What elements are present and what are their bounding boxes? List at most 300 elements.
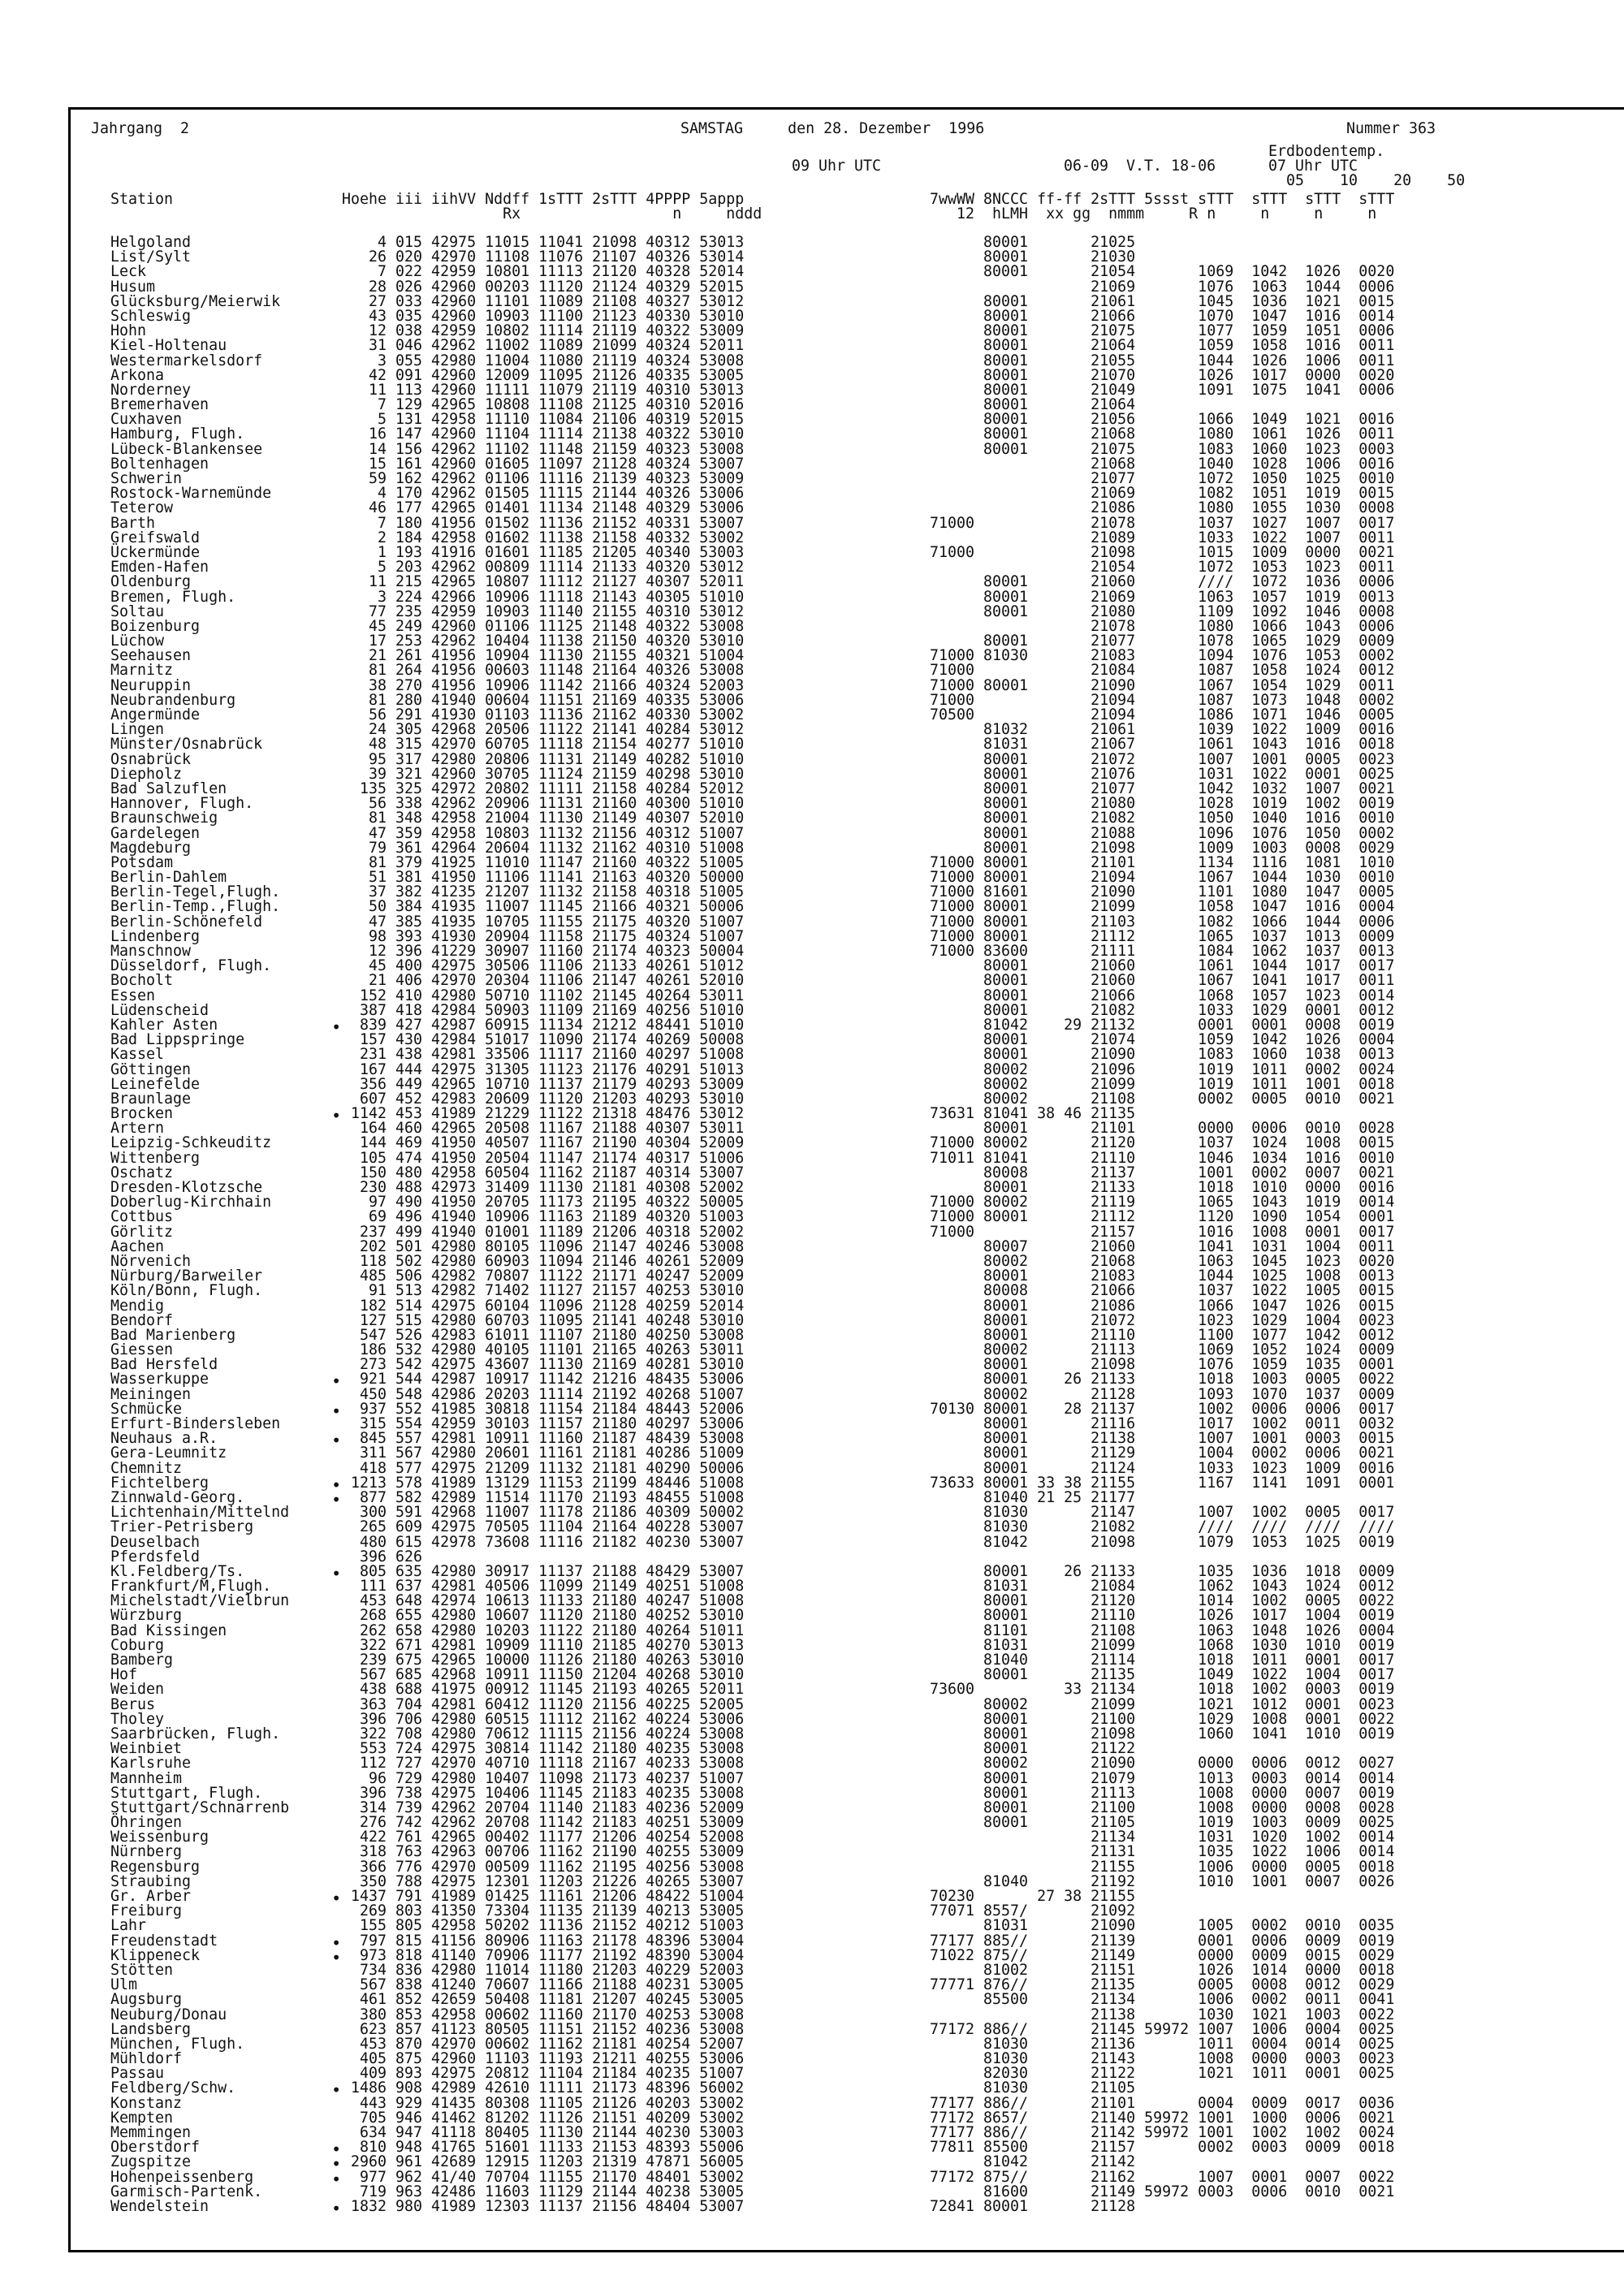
station-label: Zugspitze (110, 2153, 192, 2171)
station-label: Emden-Hafen (110, 559, 209, 576)
synop-groups: 438 688 41975 00912 11145 21193 40265 52011 (342, 1681, 745, 1699)
station-header: Station (110, 191, 174, 208)
synop-groups: 7 180 41956 01502 11136 21152 40331 53007 (342, 514, 745, 532)
extra-groups: 80002 21099 1019 1011 1001 0018 (930, 1075, 1395, 1093)
extra-groups: 80001 21075 1083 1060 1023 0003 (930, 440, 1395, 458)
synop-groups: 237 499 41940 01001 11189 21206 40318 52002 (342, 1223, 745, 1241)
station-label: Ulm (110, 1976, 138, 1994)
extra-groups: 21078 1080 1066 1043 0006 (930, 617, 1395, 635)
station-label: Angermünde (110, 706, 201, 723)
synop-groups: 16 147 42960 11104 11114 21138 40322 53010 (342, 425, 745, 443)
station-label: Leck (110, 263, 147, 281)
synop-groups: 315 554 42959 30103 11157 21180 40297 53006 (342, 1415, 745, 1432)
synop-groups: 21 261 41956 10904 11130 21155 40321 51004 (342, 647, 745, 665)
synop-groups: 31 046 42962 11002 11089 21099 40324 52011 (342, 337, 745, 355)
synop-groups: 734 836 42980 11014 11180 21203 40229 52003 (342, 1961, 745, 1979)
extra-groups: 81040 21114 1018 1011 0001 0017 (930, 1652, 1395, 1669)
synop-groups: 45 249 42960 01106 11125 21148 40322 53008 (342, 617, 745, 635)
extra-groups: 71000 80001 21112 1065 1037 1013 0009 (930, 927, 1395, 945)
extra-groups: 77172 875// 21162 1007 0001 0007 0022 (930, 2168, 1395, 2186)
extra-groups: 82030 21122 1021 1011 0001 0025 (930, 2065, 1395, 2083)
extra-groups: 77172 886// 21145 59972 1007 1006 0004 0025 (930, 2020, 1395, 2038)
synop-groups: 48 315 42970 60705 11118 21154 40277 51010 (342, 736, 745, 754)
station-label: Schmücke (110, 1400, 183, 1418)
extra-groups: 71000 80001 21112 1120 1090 1054 0001 (930, 1208, 1395, 1226)
station-name (110, 1963, 346, 1978)
extra-groups: 71000 81601 21090 1101 1080 1047 0005 (930, 883, 1395, 901)
code-header-b: 7wwWW 8NCCC ff-ff 2sTTT 5ssst sTTT sTTT sTTT sTTT (930, 191, 1395, 208)
extra-groups: 21068 1040 1028 1006 0016 (930, 455, 1395, 473)
extra-groups: 80001 21070 1026 1017 0000 0020 (930, 366, 1395, 384)
mountain-station-marker: • (331, 1947, 341, 1967)
extra-groups: 80001 26 21133 1035 1036 1018 0009 (930, 1562, 1395, 1580)
station-label: Diepholz (110, 765, 183, 783)
synop-groups: 81 379 41925 11010 11147 21160 40322 51005 (342, 853, 745, 871)
station-label: Mühldorf (110, 2050, 183, 2068)
station-label: Saarbrücken, Flugh. (110, 1725, 281, 1742)
extra-groups: 80001 21129 1004 0002 0006 0021 (930, 1444, 1395, 1462)
station-label: Nürnberg (110, 1843, 183, 1861)
extra-groups: 81040 21192 1010 1001 0007 0026 (930, 1872, 1395, 1890)
station-label: Bremen, Flugh. (110, 588, 236, 606)
station-label: Bad Salzuflen (110, 779, 227, 797)
extra-groups: 80001 21049 1091 1075 1041 0006 (930, 381, 1395, 399)
extra-groups: 71000 83600 21111 1084 1062 1037 0013 (930, 943, 1395, 960)
station-label: Glücksburg/Meierwik (110, 292, 281, 310)
synop-groups: 300 591 42968 11007 11178 21186 40309 50002 (342, 1504, 745, 1522)
code-subheader-b: 12 hLMH xx gg nmmm R n n n n (930, 205, 1377, 222)
synop-groups: 69 496 41940 10906 11163 21189 40320 51003 (342, 1208, 745, 1226)
extra-groups: 80001 21088 1096 1076 1050 0002 (930, 824, 1395, 842)
station-label: Coburg (110, 1636, 165, 1654)
extra-groups: 80001 21060 //// 1072 1036 0006 (930, 573, 1395, 591)
extra-groups: 80001 21055 1044 1026 1006 0011 (930, 352, 1395, 369)
extra-groups: 77071 8557/ 21092 (930, 1902, 1136, 1920)
station-label: München, Flugh. (110, 2035, 245, 2053)
synop-groups: 405 875 42960 11103 11193 21211 40255 53006 (342, 2050, 745, 2068)
mountain-station-marker: • (331, 2169, 341, 2189)
synop-groups: 1437 791 41989 01425 11161 21206 48422 51004 (342, 1888, 745, 1905)
station-label: Bocholt (110, 972, 174, 990)
synop-groups: 7 022 42959 10801 11113 21120 40328 52014 (342, 263, 745, 281)
station-label: Rostock-Warnemünde (110, 485, 272, 503)
synop-groups: 607 452 42983 20609 11120 21203 40293 53010 (342, 1090, 745, 1108)
station-label: Berlin-Tegel,Flugh. (110, 883, 281, 901)
station-label: Giessen (110, 1341, 174, 1359)
synop-groups: 567 838 41240 70607 11166 21188 40231 53005 (342, 1976, 745, 1994)
extra-group-column (930, 235, 1394, 2214)
synop-groups: 47 359 42958 10803 11132 21156 40312 51007 (342, 824, 745, 842)
synop-groups: 553 724 42975 30814 11142 21180 40235 53008 (342, 1740, 745, 1758)
station-label: Lindenberg (110, 927, 201, 945)
synop-groups: 839 427 42987 60915 11134 21212 48441 51010 (342, 1016, 745, 1034)
mountain-station-marker: • (331, 2154, 341, 2174)
station-label: Lüdenscheid (110, 1001, 209, 1019)
station-label: Feldberg/Schw. (110, 2079, 236, 2097)
synop-groups: 453 870 42970 00602 11162 21181 40254 52007 (342, 2035, 745, 2053)
extra-groups: 80001 21090 1083 1060 1038 0013 (930, 1046, 1395, 1064)
synop-groups: 322 671 42981 10909 11110 21185 40270 53013 (342, 1636, 745, 1654)
synop-groups: 112 727 42970 40710 11118 21167 40233 53008 (342, 1755, 745, 1773)
station-label: Bremerhaven (110, 396, 209, 414)
synop-groups: 3 224 42966 10906 11118 21143 40305 51010 (342, 588, 745, 606)
extra-groups: 80002 21128 1093 1070 1037 0009 (930, 1385, 1395, 1403)
synop-groups: 350 788 42975 12301 11203 21226 40265 53007 (342, 1872, 745, 1890)
synop-groups: 453 648 42974 10613 11133 21180 40247 51008 (342, 1592, 745, 1610)
station-label: Norderney (110, 381, 192, 399)
station-label: Köln/Bonn, Flugh. (110, 1282, 263, 1300)
extra-groups: 80001 21030 (930, 248, 1136, 266)
synop-groups: 877 582 42989 11514 11170 21193 48455 51008 (342, 1488, 745, 1506)
station-label: Braunschweig (110, 810, 218, 827)
synop-groups: 705 946 41462 81202 11126 21151 40209 53002 (342, 2109, 745, 2127)
extra-groups: 71000 80001 21103 1082 1066 1044 0006 (930, 913, 1395, 931)
station-label: Regensburg (110, 1858, 201, 1876)
station-label: Bad Hersfeld (110, 1356, 218, 1374)
extra-groups: 80001 21100 1029 1008 0001 0022 (930, 1710, 1395, 1728)
extra-groups: 73631 81041 38 46 21135 (930, 1105, 1136, 1123)
extra-groups: 80001 21066 1068 1057 1023 0014 (930, 987, 1395, 1004)
station-label: Stuttgart/Schnarrenb (110, 1799, 290, 1816)
synop-groups: 46 177 42965 01401 11134 21148 40329 53006 (342, 499, 745, 517)
station-label: Hohn (110, 322, 147, 340)
extra-groups: 21138 1030 1021 1003 0022 (930, 2006, 1395, 2023)
synop-groups: 567 685 42968 10911 11150 21204 40268 53010 (342, 1666, 745, 1684)
extra-groups: 80001 21083 1044 1025 1008 0013 (930, 1267, 1395, 1285)
station-label: Freudenstadt (110, 1932, 218, 1950)
synop-groups: 231 438 42981 33506 11117 21160 40297 51008 (342, 1046, 745, 1064)
synop-groups: 547 526 42983 61011 11107 21180 40250 53008 (342, 1326, 745, 1344)
synop-groups: 152 410 42980 50710 11102 21145 40264 53011 (342, 987, 745, 1004)
station-label: Weiden (110, 1681, 165, 1699)
extra-groups: 71000 80001 21090 1067 1054 1029 0011 (930, 676, 1395, 694)
synop-groups: 150 480 42958 60504 11162 21187 40314 53007 (342, 1164, 745, 1181)
mountain-station-marker: • (331, 1431, 341, 1451)
synop-groups: 91 513 42982 71402 11127 21157 40253 53010 (342, 1282, 745, 1300)
station-label: Soltau (110, 602, 165, 620)
mountain-station-marker: • (331, 1401, 341, 1421)
station-label: Memmingen (110, 2124, 192, 2141)
station-label: Arkona (110, 366, 165, 384)
synop-groups: 1213 578 41989 13129 11153 21199 48446 51008 (342, 1474, 745, 1492)
synop-groups: 202 501 42980 80105 11096 21147 40246 53008 (342, 1237, 745, 1255)
synop-groups: 366 776 42970 00509 11162 21195 40256 53008 (342, 1858, 745, 1876)
synop-groups: 450 548 42986 20203 11114 21192 40268 51007 (342, 1385, 745, 1403)
station-label: Helgoland (110, 234, 192, 251)
extra-groups: 80002 21099 1021 1012 0001 0023 (930, 1695, 1395, 1713)
mountain-station-marker: • (331, 1563, 341, 1583)
station-label: Michelstadt/Vielbrun (110, 1592, 290, 1610)
extra-groups: 21155 1006 0000 0005 0018 (930, 1858, 1395, 1876)
station-label: Gera-Leumnitz (110, 1444, 227, 1462)
station-label: Tholey (110, 1710, 165, 1728)
station-label: Bad Marienberg (110, 1326, 236, 1344)
station-label: Bad Lippspringe (110, 1031, 245, 1049)
station-label: Neubrandenburg (110, 691, 236, 709)
synop-groups: 268 655 42980 10607 11120 21180 40252 53010 (342, 1607, 745, 1625)
synop-groups: 356 449 42965 10710 11137 21179 40293 53009 (342, 1075, 745, 1093)
station-label: Osnabrück (110, 750, 192, 768)
extra-groups: 80001 21135 1049 1022 1004 0017 (930, 1666, 1395, 1684)
extra-groups: 81030 21147 1007 1002 0005 0017 (930, 1504, 1395, 1522)
extra-groups: 80001 21068 1080 1061 1026 0011 (930, 425, 1395, 443)
synop-groups: 937 552 41985 30818 11154 21184 48443 52006 (342, 1400, 745, 1418)
synop-groups: 1 193 41916 01601 11185 21205 40340 53003 (342, 543, 745, 561)
extra-groups: 71000 21084 1087 1058 1024 0012 (930, 662, 1395, 680)
synop-groups: 380 853 42958 00602 11160 21170 40253 53008 (342, 2006, 745, 2023)
synop-groups: 81 280 41940 00604 11151 21169 40335 53006 (342, 691, 745, 709)
station-label: Düsseldorf, Flugh. (110, 957, 272, 975)
issue-number: Nummer 363 (1346, 120, 1436, 137)
station-label: Essen (110, 987, 156, 1004)
synop-groups: 14 156 42962 11102 11148 21159 40323 53008 (342, 440, 745, 458)
synop-groups: 485 506 42982 70807 11122 21171 40247 52009 (342, 1267, 745, 1285)
synop-groups: 322 708 42980 70612 11115 21156 40224 53008 (342, 1725, 745, 1742)
extra-groups: 77172 8657/ 21140 59972 1001 1000 0006 0021 (930, 2109, 1395, 2127)
station-label: Berus (110, 1695, 156, 1713)
extra-groups: 80001 21098 1060 1041 1010 0019 (930, 1725, 1395, 1742)
synop-groups: 28 026 42960 00203 11120 21124 40329 52015 (342, 278, 745, 296)
extra-groups: 81030 21105 (930, 2079, 1136, 2097)
extra-groups: 80001 21122 (930, 1740, 1136, 1758)
station-label: Potsdam (110, 853, 174, 871)
extra-groups: 81030 21143 1008 0000 0003 0023 (930, 2050, 1395, 2068)
station-label: Greifswald (110, 529, 201, 546)
station-label: Neuburg/Donau (110, 2006, 227, 2023)
volume-label: Jahrgang 2 (91, 120, 190, 137)
station-label: Mannheim (110, 1769, 183, 1787)
synop-groups: 12 038 42959 10802 11114 21119 40322 53009 (342, 322, 745, 340)
extra-groups: 71022 875// 21149 0000 0009 0015 0029 (930, 1946, 1395, 1964)
station-label: Leinefelde (110, 1075, 201, 1093)
synop-group-column (342, 235, 744, 2214)
synop-groups: 265 609 42975 70505 11104 21164 40228 53007 (342, 1518, 745, 1536)
extra-groups: 77177 885// 21139 0001 0006 0009 0019 (930, 1932, 1395, 1950)
station-label: Hamburg, Flugh. (110, 425, 245, 443)
extra-groups: 80002 21068 1063 1045 1023 0020 (930, 1252, 1395, 1270)
synop-groups: 461 852 42659 50408 11181 21207 40245 53005 (342, 1991, 745, 2009)
station-label: Gr. Arber (110, 1888, 192, 1905)
extra-groups: 80001 21110 1100 1077 1042 0012 (930, 1326, 1395, 1344)
extra-groups: 80001 21082 1050 1040 1016 0010 (930, 810, 1395, 827)
mountain-station-marker: • (331, 2198, 341, 2218)
extra-groups: 81042 21098 1079 1053 1025 0019 (930, 1533, 1395, 1551)
extra-groups: 70130 80001 28 21137 1002 0006 0006 0017 (930, 1400, 1395, 1418)
station-label: Hof (110, 1666, 138, 1684)
synop-groups: 230 488 42973 31409 11130 21181 40308 52002 (342, 1179, 745, 1196)
synop-groups: 24 305 42968 20506 11122 21141 40284 53012 (342, 721, 745, 739)
station-label: Garmisch-Partenk. (110, 2183, 263, 2200)
extra-groups: 73633 80001 33 38 21155 1167 1141 1091 0001 (930, 1474, 1395, 1492)
extra-groups: 80001 21098 1076 1059 1035 0001 (930, 1356, 1395, 1374)
extra-groups: 80008 21066 1037 1022 1005 0015 (930, 1282, 1395, 1300)
synop-groups: 262 658 42980 10203 11122 21180 40264 51011 (342, 1622, 745, 1639)
extra-groups: 21069 1082 1051 1019 0015 (930, 485, 1395, 503)
synop-groups: 118 502 42980 60903 11094 21146 40261 52009 (342, 1252, 745, 1270)
extra-groups: 80001 21061 1045 1036 1021 0015 (930, 292, 1395, 310)
synop-groups: 314 739 42962 20704 11140 21183 40236 52009 (342, 1799, 745, 1816)
extra-groups: 80001 21060 1061 1044 1017 0017 (930, 957, 1395, 975)
extra-groups: 77771 876// 21135 0005 0008 0012 0029 (930, 1976, 1395, 1994)
synop-groups: 59 162 42962 01106 11116 21139 40323 53009 (342, 470, 745, 487)
extra-groups: 71000 21098 1015 1009 0000 0021 (930, 543, 1395, 561)
extra-groups: 71000 80002 21120 1037 1024 1008 0015 (930, 1134, 1395, 1152)
synop-groups: 77 235 42959 10903 11140 21155 40310 53012 (342, 602, 745, 620)
extra-groups: 71000 21157 1016 1008 0001 0017 (930, 1223, 1395, 1241)
station-label: Stuttgart, Flugh. (110, 1784, 263, 1802)
extra-groups: 21077 1072 1050 1025 0010 (930, 470, 1395, 487)
synop-groups: 318 763 42963 00706 11162 21190 40255 53009 (342, 1843, 745, 1861)
extra-groups: 80001 21124 1033 1023 1009 0016 (930, 1459, 1395, 1477)
station-name (110, 2197, 346, 2218)
station-label: Nürburg/Barweiler (110, 1267, 263, 1285)
station-label: Bendorf (110, 1311, 174, 1329)
station-label: Oberstdorf (110, 2139, 201, 2157)
station-name (110, 1653, 346, 1668)
station-label: Doberlug-Kirchhain (110, 1194, 272, 1211)
station-label: Marnitz (110, 662, 174, 680)
synop-groups: 418 577 42975 21209 11132 21181 40290 50006 (342, 1459, 745, 1477)
station-label: Weissenburg (110, 1829, 209, 1846)
station-label: Barth (110, 514, 156, 532)
extra-groups: 80001 21066 1070 1047 1016 0014 (930, 307, 1395, 325)
extra-groups: 81042 29 21132 0001 0001 0008 0019 (930, 1016, 1395, 1034)
synop-groups: 98 393 41930 20904 11158 21175 40324 51007 (342, 927, 745, 945)
extra-groups: 80001 26 21133 1018 1003 0005 0022 (930, 1371, 1395, 1388)
synop-groups: 623 857 41123 80505 11151 21152 40236 53008 (342, 2020, 745, 2038)
extra-groups: 80001 21080 1028 1019 1002 0019 (930, 795, 1395, 813)
synop-groups: 422 761 42965 00402 11177 21206 40254 52008 (342, 1829, 745, 1846)
station-label: Pferdsfeld (110, 1548, 201, 1565)
synop-groups: 79 361 42964 20604 11132 21162 40310 51008 (342, 839, 745, 857)
synop-groups: 480 615 42978 73608 11116 21182 40230 53007 (342, 1533, 745, 1551)
mountain-station-marker: • (331, 2140, 341, 2160)
station-label: Erfurt-Bindersleben (110, 1415, 281, 1432)
synop-groups: 81 264 41956 00603 11148 21164 40326 53008 (342, 662, 745, 680)
synop-groups: 311 567 42980 20601 11161 21181 40286 51009 (342, 1444, 745, 1462)
station-label: Konstanz (110, 2094, 183, 2112)
extra-groups: 71000 21078 1037 1027 1007 0017 (930, 514, 1395, 532)
mountain-station-marker: • (331, 2080, 341, 2101)
synop-groups: 387 418 42984 50903 11109 21169 40256 51010 (342, 1001, 745, 1019)
station-label: Schleswig (110, 307, 192, 325)
synop-groups: 56 338 42962 20906 11131 21160 40300 51010 (342, 795, 745, 813)
synop-groups: 719 963 42486 11603 11129 21144 40238 53005 (342, 2183, 745, 2200)
synop-groups: 105 474 41950 20504 11147 21174 40317 51006 (342, 1149, 745, 1167)
extra-groups: 81031 21084 1062 1043 1024 0012 (930, 1578, 1395, 1596)
station-label: Husum (110, 278, 156, 296)
synop-groups: 15 161 42960 01605 11097 21128 40324 53007 (342, 455, 745, 473)
station-label: Magdeburg (110, 839, 192, 857)
synop-groups: 135 325 42972 20802 11111 21158 40284 52012 (342, 779, 745, 797)
extra-groups: 81030 21082 //// //// //// //// (930, 1518, 1395, 1536)
station-label: Deuselbach (110, 1533, 201, 1551)
synop-groups: 47 385 41935 10705 11155 21175 40320 51007 (342, 913, 745, 931)
station-label: Frankfurt/M,Flugh. (110, 1578, 272, 1596)
station-label: Braunlage (110, 1090, 192, 1108)
synop-groups: 50 384 41935 11007 11145 21166 40321 50006 (342, 898, 745, 916)
extra-groups: 80001 21025 (930, 234, 1136, 251)
synop-groups: 81 348 42958 21004 11130 21149 40307 52010 (342, 810, 745, 827)
extra-groups: 80001 21120 1014 1002 0005 0022 (930, 1592, 1395, 1610)
synop-groups: 977 962 41/40 70704 11155 21170 48401 53002 (342, 2168, 745, 2186)
synop-groups: 239 675 42965 10000 11126 21180 40263 53010 (342, 1652, 745, 1669)
station-label: Landsberg (110, 2020, 192, 2038)
extra-groups: 81031 21067 1061 1043 1016 0018 (930, 736, 1395, 754)
station-label: Wasserkuppe (110, 1371, 209, 1388)
obs-time-09utc: 09 Uhr UTC (792, 158, 882, 175)
synop-groups: 5 203 42962 00809 11114 21133 40320 53012 (342, 559, 745, 576)
mountain-station-marker: • (331, 1932, 341, 1953)
synop-groups: 111 637 42981 40506 11099 21149 40251 51008 (342, 1578, 745, 1596)
station-label: Kempten (110, 2109, 174, 2127)
synop-groups: 273 542 42975 43607 11130 21169 40281 53010 (342, 1356, 745, 1374)
extra-groups: 80008 21137 1001 0002 0007 0021 (930, 1164, 1395, 1181)
extra-groups: 80002 21108 0002 0005 0010 0021 (930, 1090, 1395, 1108)
station-label: Ückermünde (110, 543, 201, 561)
extra-groups: 77177 886// 21101 0004 0009 0017 0036 (930, 2094, 1395, 2112)
synop-groups: 39 321 42960 30705 11124 21159 40298 53010 (342, 765, 745, 783)
synop-groups: 21 406 42970 20304 11106 21147 40261 52010 (342, 972, 745, 990)
station-label: Trier-Petrisberg (110, 1518, 254, 1536)
soil-temp-time: 07 Uhr UTC (1268, 158, 1358, 175)
synop-groups: 97 490 41950 20705 11173 21195 40322 50005 (342, 1194, 745, 1211)
date-label: SAMSTAG den 28. Dezember 1996 (680, 120, 985, 137)
synop-groups: 96 729 42980 10407 11098 21173 40237 51007 (342, 1769, 745, 1787)
station-label: Aachen (110, 1237, 165, 1255)
station-label: Kiel-Holtenau (110, 337, 227, 355)
station-label: Oldenburg (110, 573, 192, 591)
extra-groups: 71000 81030 21083 1094 1076 1053 0002 (930, 647, 1395, 665)
station-label: Neuruppin (110, 676, 192, 694)
extra-groups: 21134 1031 1020 1002 0014 (930, 1829, 1395, 1846)
extra-groups: 80001 21080 1109 1092 1046 0008 (930, 602, 1395, 620)
extra-groups: 80001 21072 1007 1001 0005 0023 (930, 750, 1395, 768)
extra-groups: 71000 80001 21101 1134 1116 1081 1010 (930, 853, 1395, 871)
station-label: Leipzig-Schkeuditz (110, 1134, 272, 1152)
station-label: Lübeck-Blankensee (110, 440, 263, 458)
extra-groups: 81031 21099 1068 1030 1010 0019 (930, 1636, 1395, 1654)
synop-groups: 363 704 42981 60412 11120 21156 40225 52005 (342, 1695, 745, 1713)
synop-groups: 43 035 42960 10903 11100 21123 40330 53010 (342, 307, 745, 325)
code-subheader-a: Rx n nddd (342, 205, 762, 222)
synop-groups: 37 382 41235 21207 11132 21158 40318 51005 (342, 883, 745, 901)
station-column (110, 234, 346, 2218)
station-label: Kassel (110, 1046, 165, 1064)
synop-groups: 167 444 42975 31305 11123 21176 40291 51013 (342, 1060, 745, 1078)
extra-groups: 21131 1035 1022 1006 0014 (930, 1843, 1395, 1861)
synop-groups: 11 113 42960 11111 11079 21119 40310 53013 (342, 381, 745, 399)
extra-groups: 80002 21113 1069 1052 1024 0009 (930, 1341, 1395, 1359)
synop-groups: 12 396 41229 30907 11160 21174 40323 50004 (342, 943, 745, 960)
synop-groups: 164 460 42965 20508 11167 21188 40307 53011 (342, 1120, 745, 1138)
extra-groups: 81101 21108 1063 1048 1026 0004 (930, 1622, 1395, 1639)
station-label: Würzburg (110, 1607, 183, 1625)
synop-groups: 973 818 41140 70906 11177 21192 48390 53004 (342, 1946, 745, 1964)
station-label: Lichtenhain/Mittelnd (110, 1504, 290, 1522)
synop-groups: 7 129 42965 10808 11108 21125 40310 52016 (342, 396, 745, 414)
station-label: Fichtelberg (110, 1474, 209, 1492)
extra-groups: 80001 21138 1007 1001 0003 0015 (930, 1430, 1395, 1448)
station-label: Lingen (110, 721, 165, 739)
station-label: Kahler Asten (110, 1016, 218, 1034)
station-label: Lahr (110, 1917, 147, 1935)
extra-groups: 71000 80002 21119 1065 1043 1019 0014 (930, 1194, 1395, 1211)
extra-groups: 81040 21 25 21177 (930, 1488, 1136, 1506)
station-label: Weinbiet (110, 1740, 183, 1758)
extra-groups: 70500 21094 1086 1071 1046 0005 (930, 706, 1395, 723)
extra-groups: 80001 21077 1078 1065 1029 0009 (930, 633, 1395, 650)
